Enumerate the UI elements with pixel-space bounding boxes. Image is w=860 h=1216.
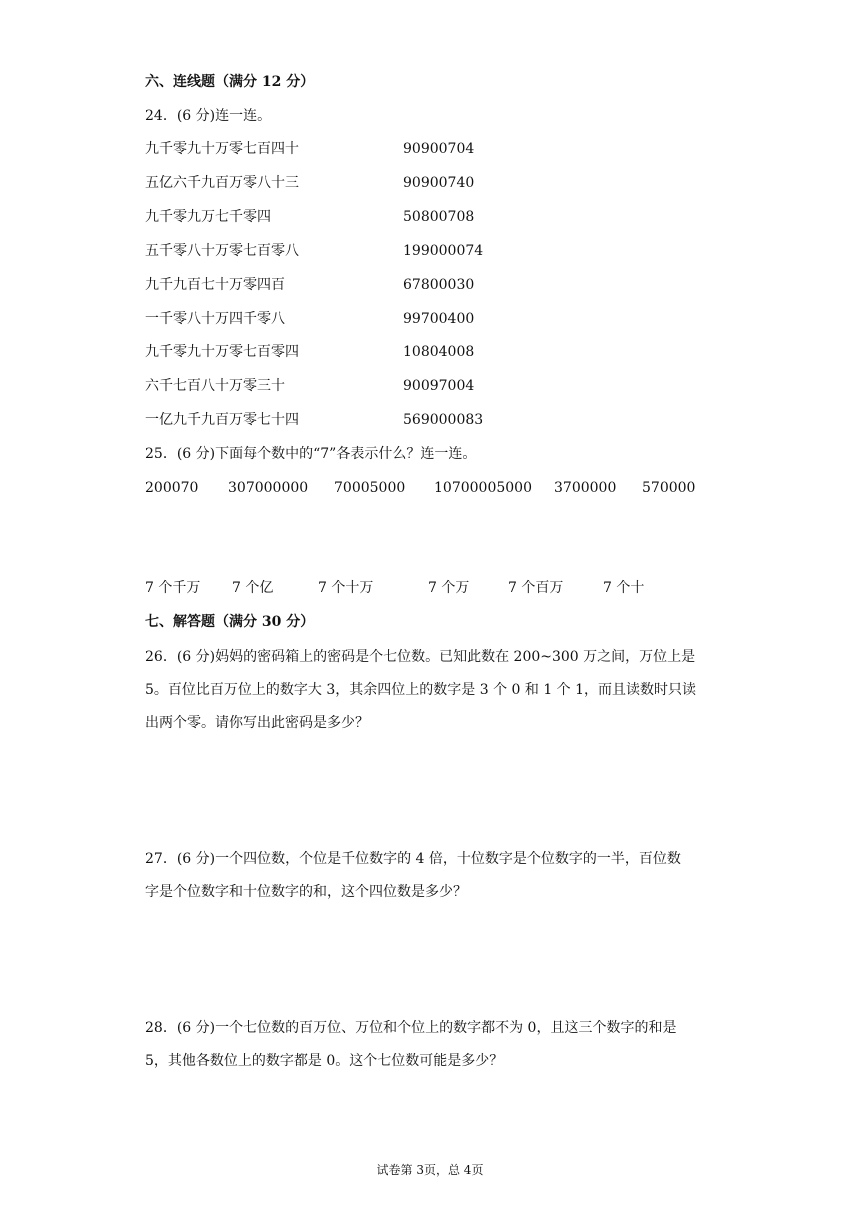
q25-meaning: 7 个十万 (318, 580, 374, 596)
q28-question (145, 1012, 725, 1078)
q24-left-item: 九千零九十万零七百四十 (145, 141, 299, 157)
q25-prompt: 25．(6 分)下面每个数中的“7”各表示什么？连一连。 (145, 446, 477, 462)
q26-line: 26．(6 分)妈妈的密码箱上的密码是个七位数。已知此数在 200~300 万之间，万位上是 (145, 649, 696, 665)
q24-left-item: 一亿九千九百万零七十四 (145, 412, 299, 428)
q24-left-item: 九千零九十万零七百零四 (145, 344, 299, 360)
q26-line: 5。百位比百万位上的数字大 3，其余四位上的数字是 3 个 0 和 1 个 1，而且读数时只读 (145, 682, 697, 698)
q25-meaning: 7 个十 (603, 580, 645, 596)
q25-number: 3700000 (554, 480, 617, 496)
q28-line: 5，其他各数位上的数字都是 0。这个七位数可能是多少？ (145, 1053, 504, 1069)
page-footer: 试卷第 3页，总 4页 (376, 1163, 484, 1177)
q24-right-item: 90900704 (403, 141, 475, 157)
q24-right-item: 90900740 (403, 175, 475, 191)
q24-left-item: 六千七百八十万零三十 (145, 378, 285, 394)
q25-meaning: 7 个万 (428, 580, 470, 596)
q24-right-item: 99700400 (403, 311, 475, 327)
q24-left-item: 九千九百七十万零四百 (145, 277, 285, 293)
q24-right-item: 67800030 (403, 277, 475, 293)
q25-number: 570000 (642, 480, 696, 496)
q27-line: 27．(6 分)一个四位数，个位是千位数字的 4 倍，十位数字是个位数字的一半，百位数 (145, 851, 681, 867)
q25-number: 70005000 (334, 480, 406, 496)
q27-line: 字是个位数字和十位数字的和，这个四位数是多少？ (145, 884, 467, 900)
q26-line: 出两个零。请你写出此密码是多少？ (145, 715, 369, 731)
q24-right-item: 10804008 (403, 344, 475, 360)
q24-left-item: 五千零八十万零七百零八 (145, 243, 299, 259)
q24-left-item: 五亿六千九百万零八十三 (145, 175, 299, 191)
q25-meaning: 7 个亿 (232, 580, 274, 596)
q24-left-item: 一千零八十万四千零八 (145, 311, 285, 327)
q24-right-item: 50800708 (403, 209, 475, 225)
q25-meaning: 7 个百万 (508, 580, 564, 596)
q24-left-item: 九千零九万七千零四 (145, 209, 271, 225)
q24-prompt: 24．(6 分)连一连。 (145, 108, 272, 124)
q25-number: 307000000 (228, 480, 309, 496)
q28-line: 28．(6 分)一个七位数的百万位、万位和个位上的数字都不为 0，且这三个数字的和是 (145, 1020, 677, 1036)
q24-right-item: 90097004 (403, 378, 475, 394)
q25-meaning: 7 个千万 (145, 580, 201, 596)
q25-number: 200070 (145, 480, 199, 496)
q27-question (145, 843, 725, 909)
q24-right-item: 569000083 (403, 412, 484, 428)
q26-question (145, 641, 725, 740)
q24-right-item: 199000074 (403, 243, 484, 259)
q25-number: 10700005000 (434, 480, 532, 496)
section-6-heading: 六、连线题（满分 12 分） (145, 74, 315, 90)
section-7-heading: 七、解答题（满分 30 分） (145, 614, 315, 630)
